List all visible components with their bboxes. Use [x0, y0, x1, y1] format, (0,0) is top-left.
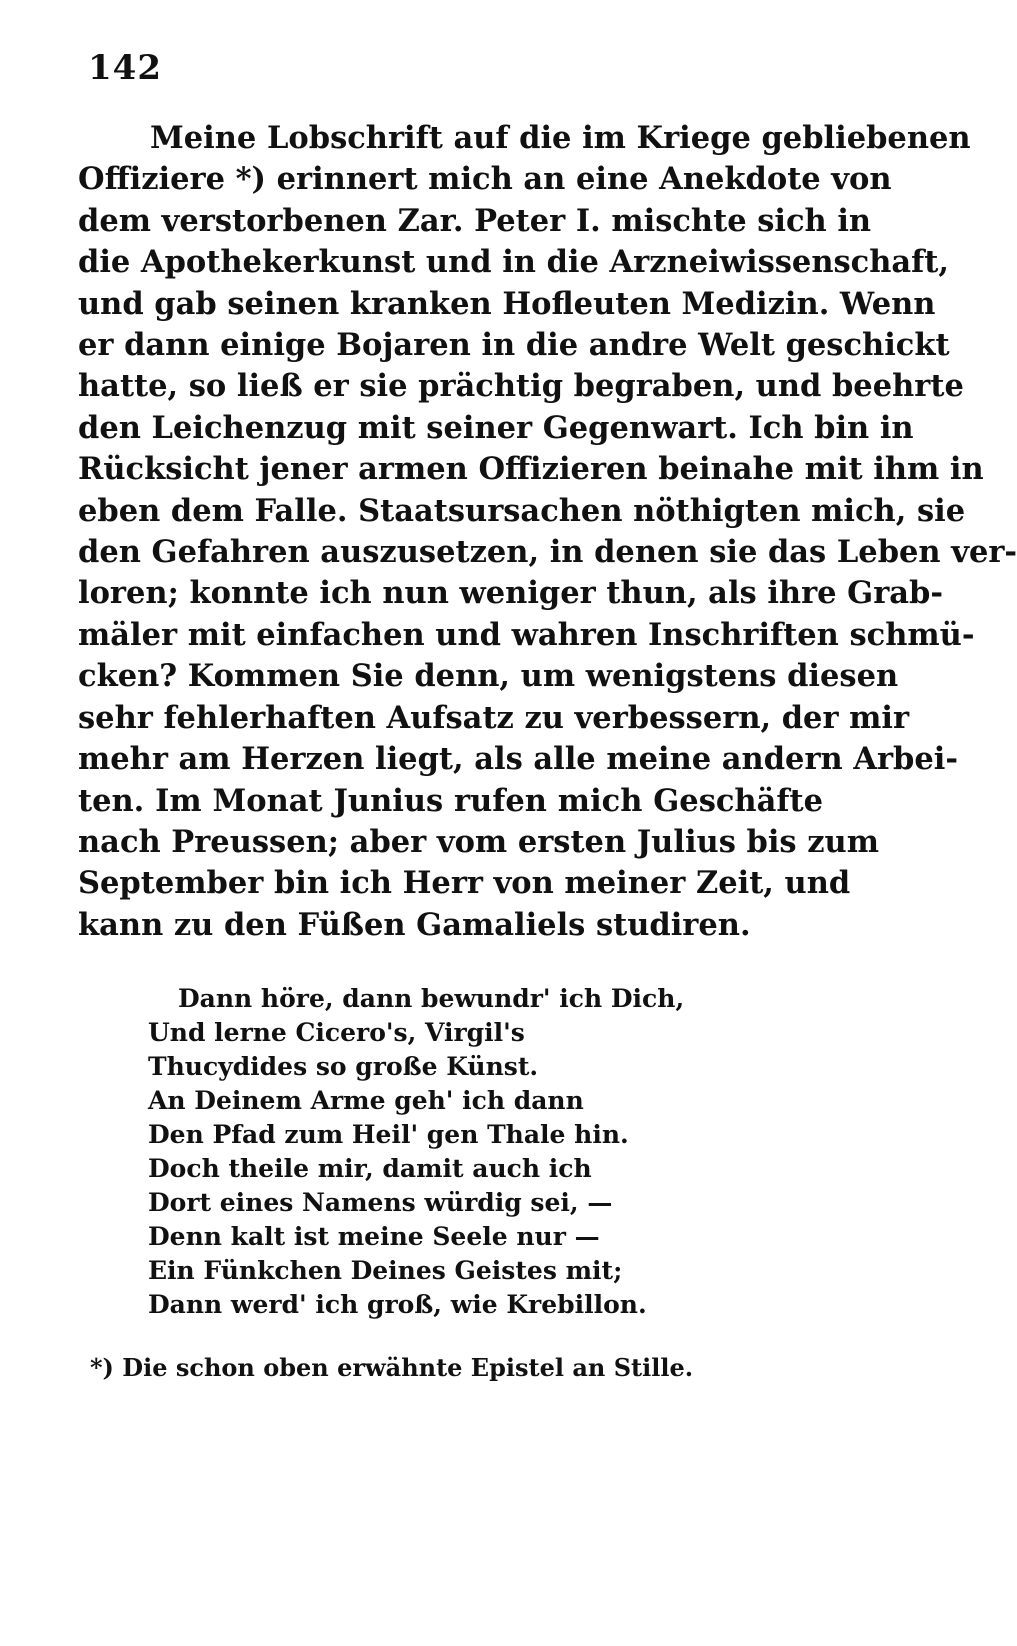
body-paragraph — [78, 118, 1017, 946]
page-number: 142 — [88, 48, 162, 88]
verse-block — [148, 982, 688, 1322]
body-line: mäler mit einfachen und wahren Inschriften schmü- — [78, 616, 975, 653]
verse-line: Den Pfad zum Heil' gen Thale hin. — [148, 1120, 629, 1149]
body-line: sehr fehlerhaften Aufsatz zu verbessern, der mir — [78, 699, 910, 736]
verse-line: An Deinem Arme geh' ich dann — [148, 1086, 584, 1115]
body-line: cken? Kommen Sie denn, um wenigstens diesen — [78, 658, 899, 695]
body-line: den Leichenzug mit seiner Gegenwart. Ich bin in — [78, 409, 914, 446]
body-line: nach Preussen; aber vom ersten Julius bis zum — [78, 823, 879, 860]
body-line: hatte, so ließ er sie prächtig begraben, und beehrte — [78, 368, 964, 405]
verse-line: Dort eines Namens würdig sei, — — [148, 1188, 613, 1217]
verse-line: Denn kalt ist meine Seele nur — — [148, 1222, 600, 1251]
body-line: mehr am Herzen liegt, als alle meine andern Arbei- — [78, 741, 959, 778]
verse-line: Doch theile mir, damit auch ich — [148, 1154, 592, 1183]
body-line: kann zu den Füßen Gamaliels studiren. — [78, 906, 751, 943]
body-line: Meine Lobschrift auf die im Kriege gebliebenen — [150, 120, 971, 156]
body-line: Rücksicht jener armen Offizieren beinahe mit ihm in — [78, 451, 984, 488]
body-line: und gab seinen kranken Hofleuten Medizin. Wenn — [78, 285, 936, 322]
body-line: Offiziere *) erinnert mich an eine Anekdote von — [78, 161, 892, 198]
body-line: die Apothekerkunst und in die Arzneiwissenschaft, — [78, 244, 950, 281]
verse-line: Und lerne Cicero's, Virgil's — [148, 1018, 525, 1047]
footnote: *) Die schon oben erwähnte Epistel an Stille. — [90, 1353, 694, 1382]
verse-line: Dann höre, dann bewundr' ich Dich, — [178, 984, 685, 1013]
body-line: er dann einige Bojaren in die andre Welt geschickt — [78, 327, 950, 364]
body-line: dem verstorbenen Zar. Peter I. mischte sich in — [78, 202, 872, 239]
body-line: eben dem Falle. Staatsursachen nöthigten mich, sie — [78, 492, 966, 529]
body-line: ten. Im Monat Junius rufen mich Geschäfte — [78, 782, 823, 819]
verse-line: Dann werd' ich groß, wie Krebillon. — [148, 1290, 647, 1319]
body-line: den Gefahren auszusetzen, in denen sie das Leben ver- — [78, 534, 1017, 571]
body-line: loren; konnte ich nun weniger thun, als ihre Grab- — [78, 575, 944, 612]
verse-line: Thucydides so große Künst. — [148, 1052, 539, 1081]
verse-line: Ein Fünkchen Deines Geistes mit; — [148, 1256, 623, 1285]
body-line: September bin ich Herr von meiner Zeit, und — [78, 865, 851, 902]
